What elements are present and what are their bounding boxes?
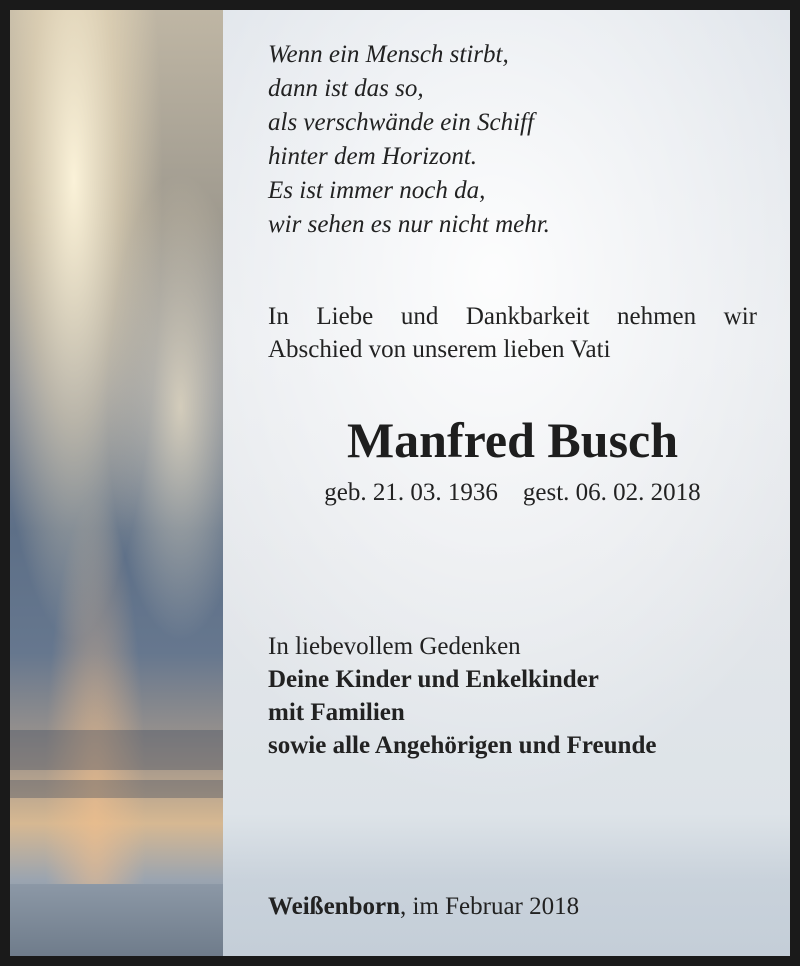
birth-date: geb. 21. 03. 1936 (324, 479, 498, 506)
place-and-date (268, 890, 579, 924)
town-name: Weißenborn (268, 893, 400, 920)
cloud-band (10, 780, 223, 798)
sky-sea-photo (10, 10, 223, 956)
signoff-line: Deine Kinder und Enkelkinder (268, 666, 599, 693)
signoff-line: sowie alle Angehörigen und Freunde (268, 732, 657, 759)
deceased-name: Manfred Busch (346, 412, 679, 468)
life-dates (268, 476, 757, 510)
death-date: gest. 06. 02. 2018 (522, 479, 701, 506)
intro-line: In Liebe und Dankbarkeit nehmen wir (268, 303, 757, 330)
sea-horizon (10, 884, 223, 956)
farewell-intro (268, 300, 757, 366)
poem-line: wir sehen es nur nicht mehr. (268, 211, 550, 238)
mourners-signoff (268, 630, 656, 762)
notice-date: , im Februar 2018 (399, 893, 580, 920)
intro-line: Abschied von unserem lieben Vati (268, 336, 611, 363)
signoff-line: mit Familien (268, 699, 405, 726)
poem (268, 38, 550, 242)
signoff-line: In liebevollem Gedenken (268, 633, 521, 660)
poem-line: als verschwände ein Schiff (268, 109, 534, 136)
poem-line: dann ist das so, (268, 75, 424, 102)
poem-line: hinter dem Horizont. (268, 143, 478, 170)
cloud-band (10, 730, 223, 770)
poem-line: Wenn ein Mensch stirbt, (268, 41, 509, 68)
poem-line: Es ist immer noch da, (268, 177, 486, 204)
